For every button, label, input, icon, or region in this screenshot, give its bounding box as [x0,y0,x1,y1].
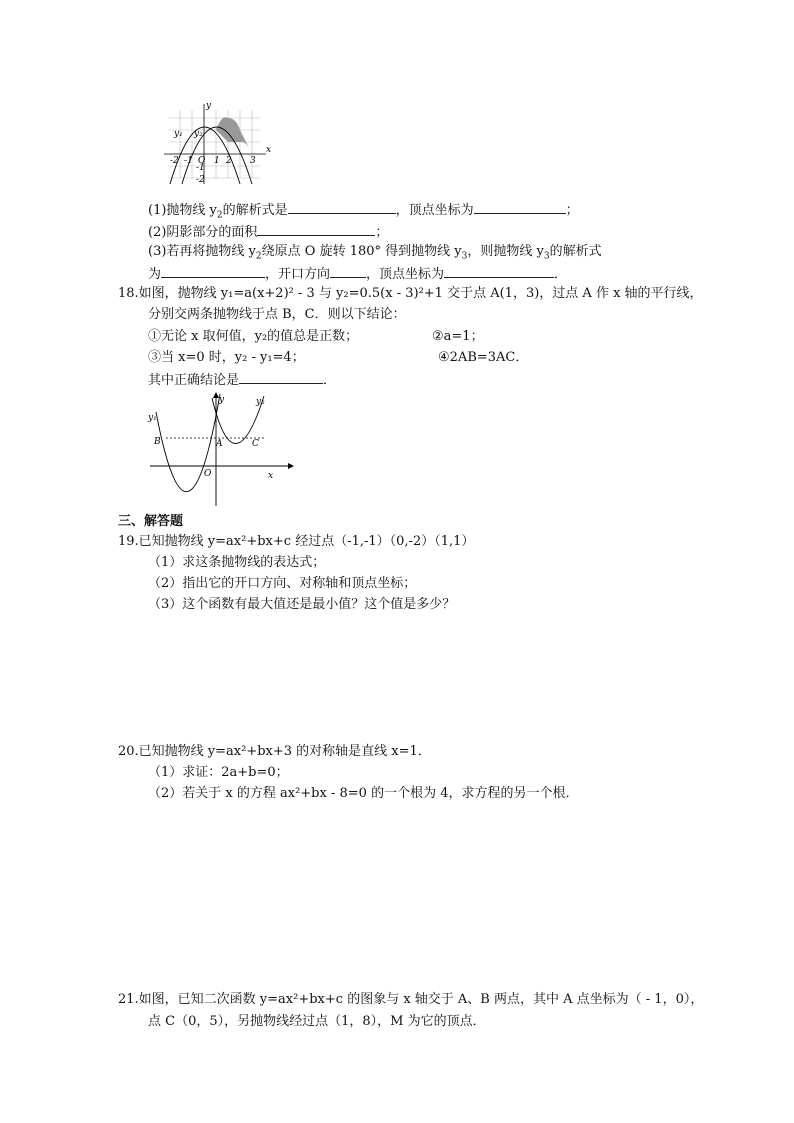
q18-x-axis-arrow [288,463,294,469]
q17-part3 [148,243,602,266]
q17-part3-line2-end: ． [554,267,568,282]
q17-x-tick: -1 [184,156,193,166]
q17-part1-text-c: ，顶点坐标为 [395,203,474,218]
q18-conclusion-3: ③当 x=0 时，y₂ - y₁=4； [148,350,305,365]
q18-y2-label: y₂ [256,397,265,407]
q17-answer-blank-vertex[interactable] [474,200,566,214]
q21-stem-line1: 21.如图，已知二次函数 y=ax²+bx+c 的图象与 x 轴交于 A、B 两点，其中 A 点坐标为（ - 1，0）， [118,992,704,1007]
q17-answer-blank-direction[interactable] [330,264,366,278]
q17-y-tick: -1 [196,163,205,173]
q20-stem: 20.已知抛物线 y=ax²+bx+3 的对称轴是直线 x=1． [118,744,431,759]
q17-y-label: y [206,101,212,111]
q17-figure [162,100,274,186]
q17-part3-text-c: ，则抛物线 y [467,244,544,259]
q18-answer-text: 其中正确结论是 [148,373,240,388]
q17-part2-text: (2)阴影部分的面积 [148,225,258,240]
q17-answer-blank-y3-vertex[interactable] [444,264,554,278]
q17-part1 [148,200,579,225]
q18-conclusion-2: ②a=1； [432,329,484,344]
q18-figure [146,390,294,508]
q18-conclusion-1: ①无论 x 取何值，y₂的值总是正数； [148,329,359,344]
q17-answer-blank-expression[interactable] [288,200,396,214]
q17-part3-sub2: 3 [461,251,468,262]
q17-part3-line2-text: 为 [148,267,162,282]
q18-point-a-label: A [216,439,223,449]
q19-sub-2: （2）指出它的开口方向、对称轴和顶点坐标； [148,576,417,591]
q17-origin-label: O [198,156,206,166]
q17-y2-label: y₂ [194,129,203,139]
q21-stem-line2: 点 C（0，5），另抛物线经过点（1，8），M 为它的顶点． [148,1014,486,1029]
q17-part1-sub: 2 [216,210,223,221]
q17-part3-sub: 2 [255,251,262,262]
q19-sub-1: （1）求这条抛物线的表达式； [148,555,326,570]
q18-answer-end: ． [323,373,337,388]
q17-part2-end: ； [375,225,389,240]
q18-stem-line1: 18.如图，抛物线 y₁=a(x+2)² - 3 与 y₂=0.5(x - 3)²+1 交于点 A(1，3)，过点 A 作 x 轴的平行线， [118,286,703,301]
q18-origin-label: O [204,469,212,479]
q17-part1-text-b: 的解析式是 [222,203,288,218]
q17-answer-blank-area[interactable] [257,222,375,236]
section-3-title: 三、解答题 [118,514,184,529]
q20-sub-1: （1）求证：2a+b=0； [148,765,289,780]
q18-y1-label: y₁ [148,413,157,423]
q17-x-tick: -2 [170,156,179,166]
q17-part3-text-b: 绕原点 O 旋转 180° 得到抛物线 y [261,244,462,259]
q18-answer [148,370,336,390]
q17-part1-end: ； [565,203,579,218]
q17-part3-line2-text-b: ，开口方向 [265,267,331,282]
q17-answer-blank-y3-expression[interactable] [161,264,265,278]
q19-sub-3: （3）这个函数有最大值还是最小值？这个值是多少？ [148,597,456,612]
q17-shaded-region [216,117,252,154]
q18-stem-line2: 分别交两条抛物线于点 B，C．则以下结论： [148,307,406,322]
q17-part3-text-d: 的解析式 [549,244,602,259]
q17-part3-line2 [148,264,567,284]
q20-sub-2: （2）若关于 x 的方程 ax²+bx - 8=0 的一个根为 4，求方程的另一个根． [148,786,579,801]
q17-y-tick: -2 [196,175,205,185]
q17-part3-text: (3)若再将抛物线 y [148,244,256,259]
q18-answer-blank[interactable] [239,370,323,384]
q18-conclusion-4: ④2AB=3AC． [438,350,529,365]
q17-x-tick: 3 [250,156,256,166]
q17-x-label: x [266,145,272,155]
q17-part3-line2-text-c: ，顶点坐标为 [366,267,445,282]
q17-x-tick: 2 [226,156,232,166]
q17-y1-label: y₁ [174,129,183,139]
q17-part1-text: (1)抛物线 y [148,203,217,218]
q18-point-c-label: C [252,439,259,449]
q18-point-b-label: B [154,437,161,447]
q18-y-label: y [219,395,225,405]
q18-x-label: x [268,471,274,481]
q17-x-tick: 1 [214,156,220,166]
q19-stem: 19.已知抛物线 y=ax²+bx+c 经过点（-1,-1）（0,-2）（1,1） [118,534,475,549]
q17-part3-sub3: 3 [543,251,550,262]
q17-part2 [148,222,388,242]
